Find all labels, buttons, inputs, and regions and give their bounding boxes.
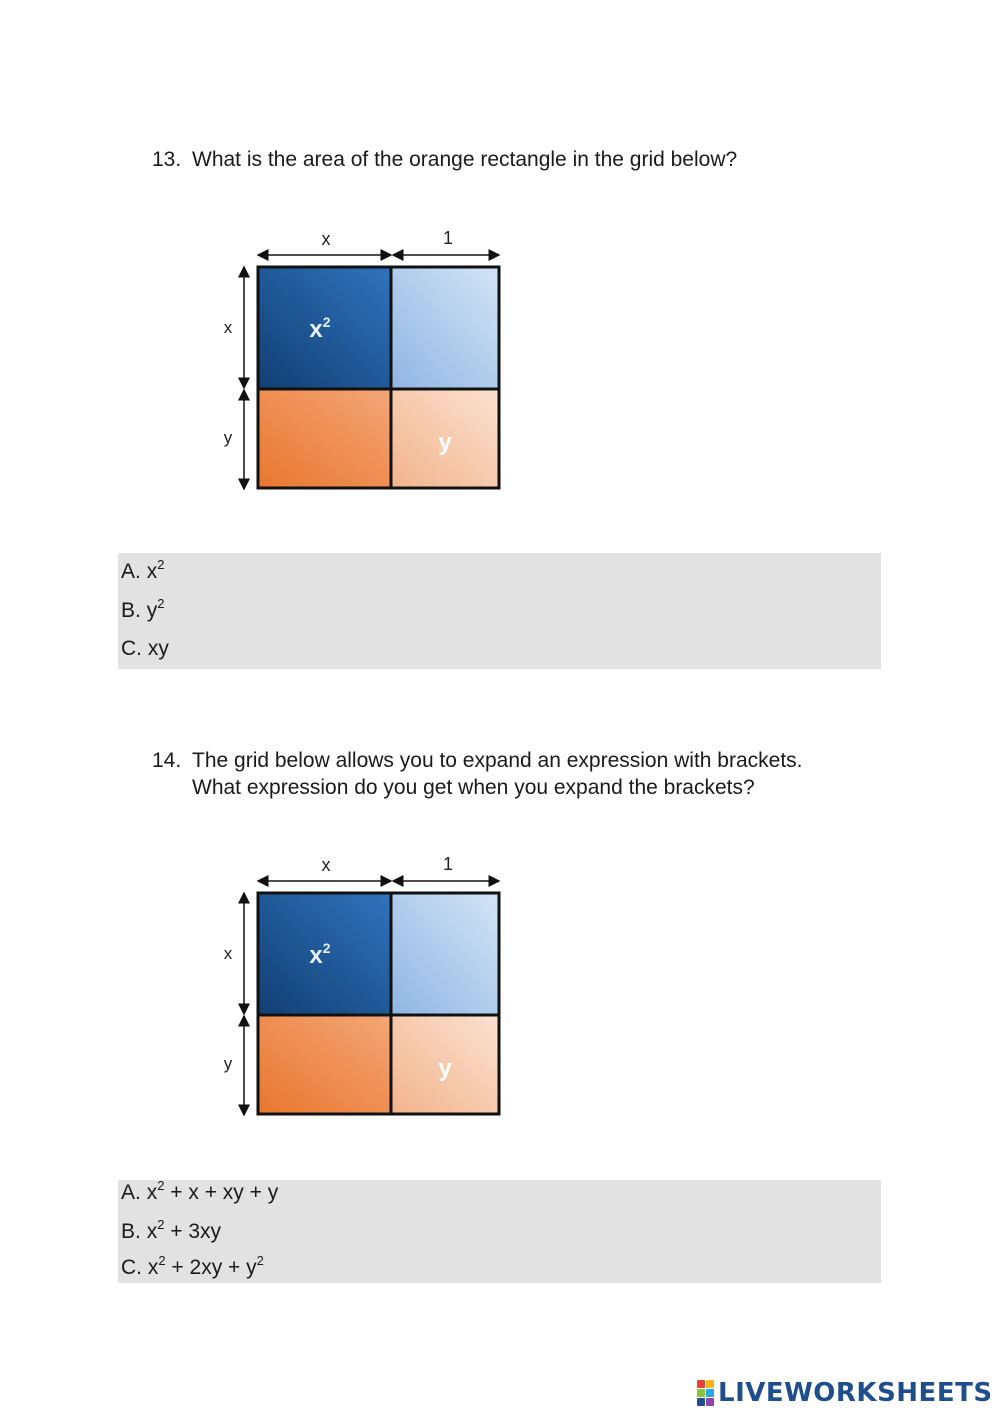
top-label-1: 1 xyxy=(442,228,454,248)
cell-orange-rectangle xyxy=(258,1015,391,1114)
answer-rest: + 2xy + y xyxy=(165,1256,257,1279)
answer-letter: B. xyxy=(121,598,141,622)
cell-x-by-1 xyxy=(391,893,499,1015)
answer-option-c[interactable] xyxy=(118,1252,881,1283)
answer-exponent: 2 xyxy=(157,1217,165,1232)
answer-base: xy xyxy=(147,637,169,660)
question-line: What is the area of the orange rectangle in the grid below? xyxy=(192,148,738,171)
answer-option-b[interactable] xyxy=(118,1214,881,1252)
cell-label-x: $x^2$ xyxy=(309,314,331,343)
question-text xyxy=(192,146,912,173)
side-label-x: x xyxy=(223,944,233,963)
cell-label-y: y xyxy=(438,429,452,456)
area-grid-diagram xyxy=(210,225,510,495)
answer-base: x xyxy=(146,1181,158,1204)
top-label-x: x xyxy=(321,855,331,875)
answer-rest: + x + xy + y xyxy=(164,1181,279,1204)
answer-exponent: 2 xyxy=(256,1253,264,1268)
answer-options-13 xyxy=(118,553,881,669)
question-number: 13. xyxy=(152,148,182,171)
logo-text: LIVEWORKSHEETS xyxy=(718,1378,993,1408)
answer-options-14 xyxy=(118,1180,881,1283)
logo-icon xyxy=(697,1380,714,1406)
answer-exponent: 2 xyxy=(157,595,165,611)
question-text xyxy=(192,747,912,801)
answer-base: x xyxy=(147,1256,159,1279)
answer-base: x xyxy=(146,560,158,583)
answer-letter: C. xyxy=(121,637,142,660)
answer-option-b[interactable] xyxy=(118,592,881,631)
answer-option-a[interactable] xyxy=(118,553,881,592)
answer-letter: A. xyxy=(121,1181,141,1204)
question-line: What expression do you get when you expand the brackets? xyxy=(192,776,755,799)
answer-base: y xyxy=(146,598,158,622)
area-grid-diagram xyxy=(210,851,510,1121)
answer-letter: A. xyxy=(121,560,141,583)
answer-exponent: 2 xyxy=(158,1253,166,1268)
question-line: The grid below allows you to expand an expression with brackets. xyxy=(192,749,803,772)
top-label-1: 1 xyxy=(442,854,454,874)
cell-label-x: $x^2$ xyxy=(309,940,331,969)
answer-letter: B. xyxy=(121,1220,141,1243)
answer-option-c[interactable] xyxy=(118,630,881,669)
side-label-x: x xyxy=(223,318,233,337)
answer-rest: + 3xy xyxy=(164,1220,222,1243)
answer-base: x xyxy=(146,1220,158,1243)
question-number: 14. xyxy=(152,749,182,772)
answer-option-a[interactable] xyxy=(118,1180,881,1214)
answer-exponent: 2 xyxy=(157,1178,165,1193)
top-label-x: x xyxy=(321,229,331,249)
cell-label-y: y xyxy=(438,1055,452,1082)
side-label-y: y xyxy=(223,1054,233,1073)
cell-x-by-1 xyxy=(391,267,499,389)
cell-orange-rectangle xyxy=(258,389,391,488)
liveworksheets-logo xyxy=(697,1376,993,1410)
answer-letter: C. xyxy=(121,1256,142,1279)
side-label-y: y xyxy=(223,428,233,447)
answer-exponent: 2 xyxy=(157,557,165,572)
